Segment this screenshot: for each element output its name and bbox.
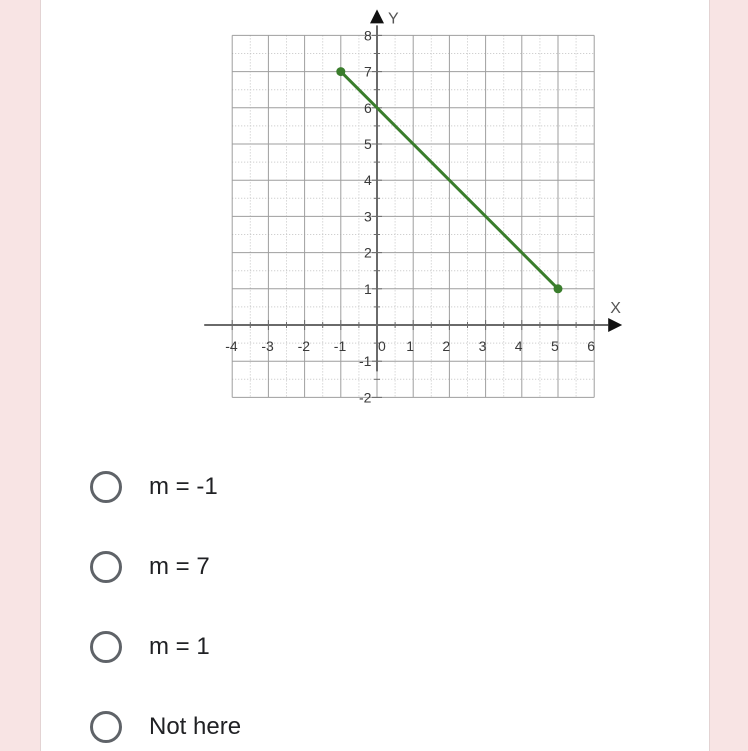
option-label: m = 7	[149, 553, 210, 580]
x-tick-label: 3	[478, 338, 487, 354]
radio-button-icon[interactable]	[90, 631, 122, 663]
segment-end-point	[554, 284, 563, 293]
y-tick-label: 5	[364, 136, 372, 152]
y-tick-label: 7	[364, 63, 372, 80]
radio-button-icon[interactable]	[90, 711, 122, 743]
option-m-7[interactable]	[90, 551, 210, 583]
radio-button-icon[interactable]	[90, 471, 122, 503]
coordinate-graph	[166, 0, 626, 430]
option-label: Not here	[149, 713, 242, 740]
option-m-1[interactable]	[90, 631, 210, 663]
x-axis-title: X	[610, 300, 621, 317]
segment-start-point	[336, 67, 345, 76]
x-tick-label: 1	[406, 338, 414, 354]
option-not-here[interactable]	[90, 711, 241, 743]
y-tick-label: 6	[364, 99, 372, 116]
option-label: m = 1	[149, 633, 210, 660]
x-tick-label: -2	[297, 338, 311, 354]
x-tick-label: -3	[261, 338, 274, 354]
y-tick-label: -1	[359, 353, 372, 370]
x-tick-label: 2	[442, 338, 451, 354]
y-tick-label: 8	[364, 27, 372, 44]
option-m-negative-1[interactable]	[90, 471, 218, 503]
y-tick-label: 3	[364, 208, 372, 225]
y-tick-label: 1	[364, 280, 372, 297]
y-tick-label: 2	[364, 244, 372, 261]
y-tick-label: 4	[364, 172, 372, 189]
x-tick-label: 6	[587, 338, 595, 354]
x-tick-label: 5	[551, 338, 559, 354]
y-axis-arrow-icon	[370, 9, 384, 23]
option-label: m = -1	[149, 473, 218, 500]
x-axis-arrow-icon	[608, 318, 622, 332]
x-tick-label: 0	[378, 338, 386, 354]
x-tick-label: -4	[225, 338, 238, 354]
question-card	[40, 0, 710, 751]
graph-svg	[166, 0, 626, 430]
y-tick-label: -2	[359, 389, 372, 406]
y-axis-title: Y	[388, 10, 399, 28]
radio-button-icon[interactable]	[90, 551, 122, 583]
x-tick-label: 4	[514, 338, 523, 354]
x-tick-label: -1	[333, 338, 347, 354]
